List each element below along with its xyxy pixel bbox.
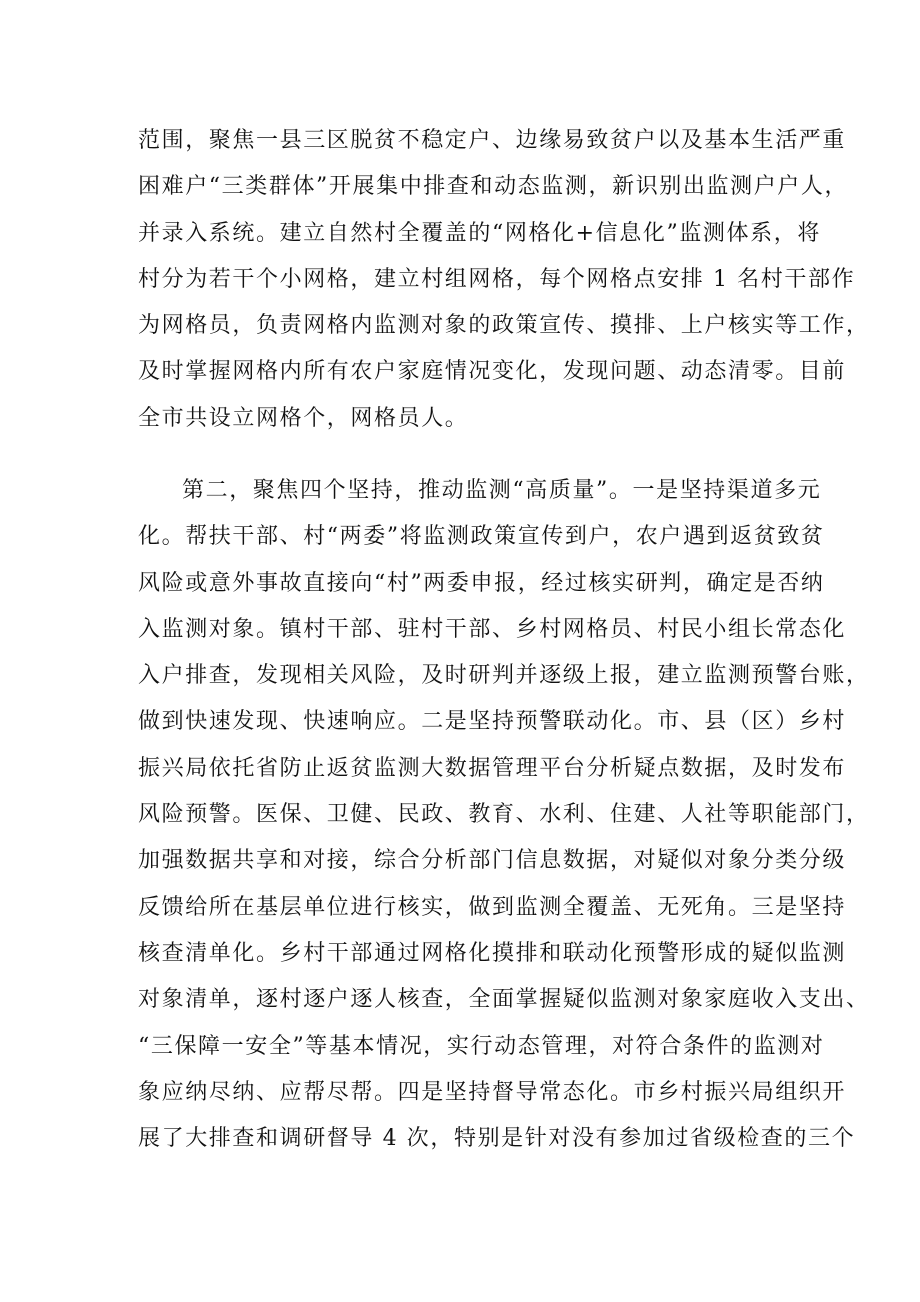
text-line: 象应纳尽纳、应帮尽帮。四是坚持督导常态化。市乡村振兴局组织开 [138, 1079, 847, 1105]
text-line: 全市共设立网格个，网格员人。 [138, 405, 469, 431]
text-line: 并录入系统。建立自然村全覆盖的“网格化+信息化”监测体系，将 [138, 220, 821, 246]
text-line: 展了大排查和调研督导 4 次，特别是针对没有参加过省级检查的三个 [138, 1126, 856, 1152]
text-line: 对象清单，逐村逐户逐人核查，全面掌握疑似监测对象家庭收入支出、 [138, 987, 870, 1013]
text-line: 振兴局依托省防止返贫监测大数据管理平台分析疑点数据，及时发布 [138, 755, 847, 781]
text-line: 困难户“三类群体”开展集中排查和动态监测，新识别出监测户户人， [138, 174, 849, 200]
text-line: 核查清单化。乡村干部通过网格化摸排和联动化预警形成的疑似监测 [138, 940, 847, 966]
text-line: 反馈给所在基层单位进行核实，做到监测全覆盖、无死角。三是坚持 [138, 894, 847, 920]
text-line: 第二，聚焦四个坚持，推动监测“高质量”。一是坚持渠道多元 [182, 478, 822, 503]
text-line: 加强数据共享和对接，综合分析部门信息数据，对疑似对象分类分级 [138, 848, 847, 874]
text-line: “三保障一安全”等基本情况，实行动态管理，对符合条件的监测对 [138, 1033, 825, 1059]
text-line: 为网格员，负责网格内监测对象的政策宣传、摸排、上户核实等工作， [138, 313, 870, 339]
paragraph-2 [138, 468, 870, 1162]
paragraph-1 [138, 118, 870, 442]
text-line: 风险预警。医保、卫健、民政、教育、水利、住建、人社等职能部门， [138, 802, 870, 828]
text-line: 及时掌握网格内所有农户家庭情况变化，发现问题、动态清零。目前 [138, 359, 847, 385]
text-line: 范围，聚焦一县三区脱贫不稳定户、边缘易致贫户以及基本生活严重 [138, 128, 847, 153]
text-line: 村分为若干个小网格，建立村组网格，每个网格点安排 1 名村干部作 [138, 266, 856, 292]
text-line: 风险或意外事故直接向“村”两委申报，经过核实研判，确定是否纳 [138, 570, 825, 596]
text-line: 做到快速发现、快速响应。二是坚持预警联动化。市、县（区）乡村 [138, 709, 847, 735]
text-line: 化。帮扶干部、村“两委”将监测政策宣传到户，农户遇到返贫致贫 [138, 524, 825, 550]
text-line: 入户排查，发现相关风险，及时研判并逐级上报，建立监测预警台账， [138, 663, 870, 689]
text-line: 入监测对象。镇村干部、驻村干部、乡村网格员、村民小组长常态化 [138, 616, 847, 642]
